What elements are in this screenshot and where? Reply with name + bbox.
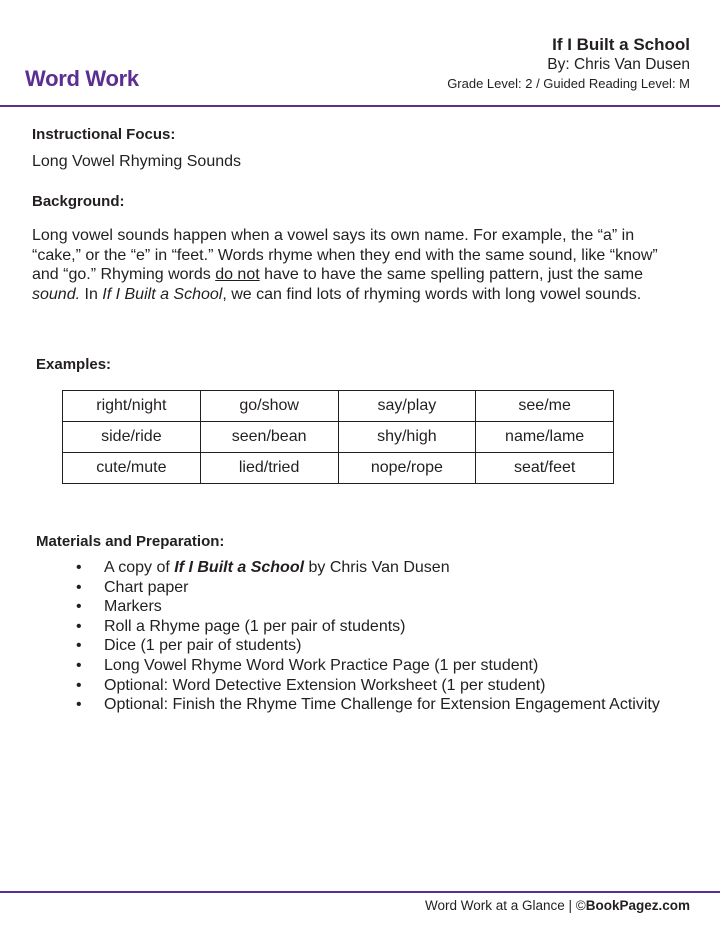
- bullet-icon: •: [76, 598, 82, 616]
- table-cell: nope/rope: [338, 453, 476, 484]
- book-title: If I Built a School: [552, 35, 690, 54]
- background-text-3: In: [80, 285, 103, 303]
- materials-heading: Materials and Preparation:: [36, 533, 225, 550]
- list-item-text: Chart paper: [104, 578, 189, 596]
- table-cell: go/show: [200, 391, 338, 422]
- table-cell: lied/tried: [200, 453, 338, 484]
- table-cell: side/ride: [63, 422, 201, 453]
- table-cell: cute/mute: [63, 453, 201, 484]
- footer: [425, 898, 690, 913]
- table-cell: seen/bean: [200, 422, 338, 453]
- table-row: [63, 422, 614, 453]
- examples-table: [62, 390, 614, 484]
- table-cell: seat/feet: [476, 453, 614, 484]
- instructional-focus-heading: Instructional Focus:: [32, 126, 176, 143]
- list-item: [76, 636, 666, 656]
- table-cell: shy/high: [338, 422, 476, 453]
- bullet-icon: •: [76, 559, 82, 576]
- book-info: [447, 35, 690, 93]
- table-cell: right/night: [63, 391, 201, 422]
- list-item-text: Roll a Rhyme page (1 per pair of students): [104, 617, 406, 635]
- list-item-text: Long Vowel Rhyme Word Work Practice Page (1 per student): [104, 656, 539, 674]
- list-item: [76, 676, 666, 696]
- materials-list: [76, 558, 666, 715]
- footer-brand: BookPagez.com: [585, 898, 690, 913]
- bullet-icon: •: [76, 637, 82, 655]
- list-item: [76, 597, 666, 617]
- book-author: By: Chris Van Dusen: [547, 56, 690, 73]
- background-heading: Background:: [32, 193, 125, 210]
- list-item: [76, 558, 666, 578]
- table-cell: name/lame: [476, 422, 614, 453]
- list-item: [76, 578, 666, 598]
- list-item-text: Dice (1 per pair of students): [104, 637, 302, 655]
- bullet-icon: •: [76, 696, 82, 714]
- bullet-icon: •: [76, 656, 82, 674]
- examples-heading: Examples:: [36, 356, 112, 373]
- footer-divider: [0, 891, 720, 893]
- footer-text: Word Work at a Glance | ©: [424, 898, 586, 913]
- list-item: [76, 695, 666, 715]
- bullet-icon: •: [76, 617, 82, 635]
- table-row: [63, 391, 614, 422]
- list-item-text: A copy of: [104, 559, 175, 576]
- background-text-4: , we can find lots of rhyming words with long vowel sounds.: [222, 285, 642, 303]
- list-item-text: Optional: Finish the Rhyme Time Challenge for Extension Engagement Activity: [104, 696, 660, 714]
- list-item-text: Markers: [104, 598, 162, 616]
- table-cell: say/play: [338, 391, 476, 422]
- list-item-text: by Chris Van Dusen: [304, 559, 450, 576]
- background-italic-title: If I Built a School: [102, 285, 223, 303]
- background-underline: do not: [215, 266, 260, 283]
- background-text-2: have to have the same spelling pattern, just the same: [259, 266, 644, 283]
- list-item: [76, 617, 666, 637]
- bullet-icon: •: [76, 578, 82, 596]
- bullet-icon: •: [76, 676, 82, 694]
- instructional-focus-text: Long Vowel Rhyming Sounds: [32, 153, 242, 170]
- grade-level: Grade Level: 2 / Guided Reading Level: M: [447, 76, 690, 91]
- book-title-italic: If I Built a School: [174, 559, 305, 576]
- list-item-text: Optional: Word Detective Extension Worksheet (1 per student): [104, 676, 546, 694]
- table-cell: see/me: [476, 391, 614, 422]
- background-paragraph: [32, 226, 682, 304]
- section-title: Word Work: [25, 66, 139, 91]
- background-text-1: Long vowel sounds happen when a vowel says its own name. For example, the “a” in “cake,” or the “e” in “feet.” Words rhyme when they end with the same sound, like “know” and “go.” Rhyming words: [32, 227, 658, 283]
- list-item: [76, 656, 666, 676]
- header-divider: [0, 105, 720, 107]
- background-italic-sound: sound.: [32, 285, 81, 303]
- table-row: [63, 453, 614, 484]
